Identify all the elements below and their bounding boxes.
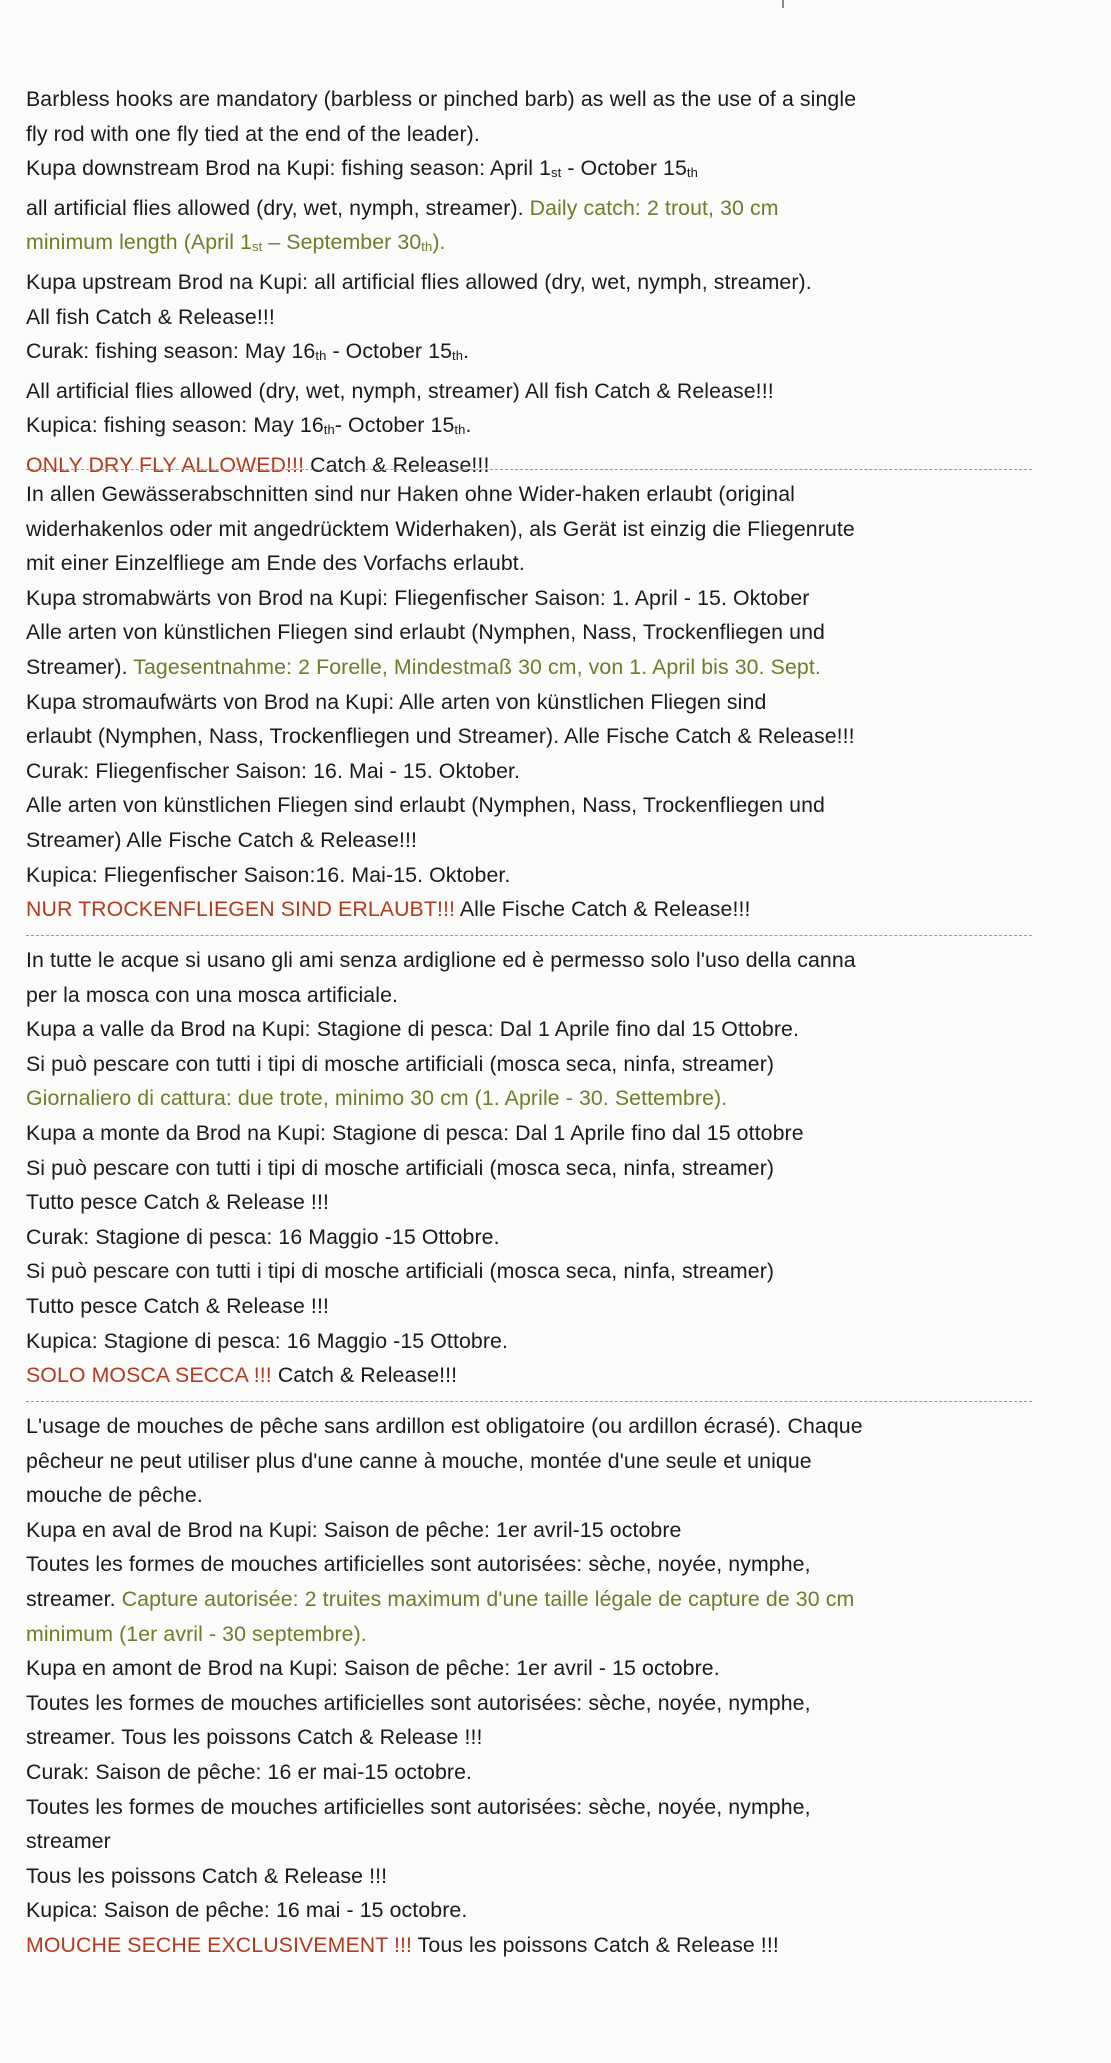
text-span: minimum length (April 1 xyxy=(26,230,252,255)
text-span: streamer. xyxy=(26,1586,122,1611)
text-line: erlaubt (Nymphen, Nass, Trockenfliegen und Streamer). Alle Fische Catch & Release!!! xyxy=(26,724,855,749)
ordinal-suffix: th xyxy=(421,239,433,255)
text-span: Catch & Release!!! xyxy=(310,452,490,477)
text-line: Tutto pesce Catch & Release !!! xyxy=(26,1190,329,1215)
text-line xyxy=(26,1928,1032,1963)
text-line: Toutes les formes de mouches artificielles sont autorisées: sèche, noyée, nymphe, xyxy=(26,1690,811,1715)
text-line: Tous les poissons Catch & Release !!! xyxy=(26,1863,388,1888)
text-line: pêcheur ne peut utiliser plus d'une canne à mouche, montée d'une seule et unique xyxy=(26,1448,812,1473)
scan-mark xyxy=(782,0,784,8)
daily-catch-note xyxy=(26,225,1032,265)
text-line: streamer xyxy=(26,1829,111,1854)
french-section xyxy=(26,1409,1032,1963)
text-line xyxy=(26,892,1032,927)
text-line: mouche de pêche. xyxy=(26,1483,203,1508)
ordinal-suffix: th xyxy=(454,422,466,438)
text-line xyxy=(26,1358,1032,1393)
text-span: – September 30 xyxy=(262,230,422,255)
ordinal-suffix: th xyxy=(323,422,335,438)
text-line: Si può pescare con tutti i tipi di mosche artificiali (mosca seca, ninfa, streamer) xyxy=(26,1155,775,1180)
text-line: Kupica: Stagione di pesca: 16 Maggio -15 Ottobre. xyxy=(26,1328,509,1353)
text-line: Tutto pesce Catch & Release !!! xyxy=(26,1293,329,1318)
text-line: All fish Catch & Release!!! xyxy=(26,304,275,329)
text-line: Kupa stromaufwärts von Brod na Kupi: Alle arten von künstlichen Fliegen sind xyxy=(26,689,767,714)
section-divider xyxy=(26,1401,1032,1402)
ordinal-suffix: th xyxy=(452,348,464,364)
text-line: Kupa a valle da Brod na Kupi: Stagione di pesca: Dal 1 Aprile fino dal 15 Ottobre. xyxy=(26,1017,800,1042)
daily-catch-note: Capture autorisée: 2 truites maximum d'une taille légale de capture de 30 cm xyxy=(121,1586,855,1611)
dry-fly-only-notice: ONLY DRY FLY ALLOWED!!! xyxy=(26,452,311,477)
text-line xyxy=(26,151,1032,191)
text-line: Curak: Fliegenfischer Saison: 16. Mai - 15. Oktober. xyxy=(26,758,521,783)
text-span: - October 15 xyxy=(326,339,453,364)
english-section xyxy=(26,82,1032,483)
text-line: Toutes les formes de mouches artificielles sont autorisées: sèche, noyée, nymphe, xyxy=(26,1552,811,1577)
text-span: Kupica: fishing season: May 16 xyxy=(26,413,324,438)
text-span: ). xyxy=(432,230,446,255)
text-line xyxy=(26,191,1032,226)
text-line: Kupica: Fliegenfischer Saison:16. Mai-15. Oktober. xyxy=(26,862,511,887)
dry-fly-only-notice: SOLO MOSCA SECCA !!! xyxy=(26,1363,278,1388)
italian-section xyxy=(26,943,1032,1393)
german-section xyxy=(26,477,1032,927)
ordinal-suffix: th xyxy=(686,165,698,181)
text-span: Streamer). xyxy=(26,654,134,679)
text-line: per la mosca con una mosca artificiale. xyxy=(26,982,399,1007)
text-line: mit einer Einzelfliege am Ende des Vorfachs erlaubt. xyxy=(26,551,525,576)
text-line: All artificial flies allowed (dry, wet, nymph, streamer) All fish Catch & Release!!! xyxy=(26,378,774,403)
text-line: widerhakenlos oder mit angedrücktem Widerhaken), als Gerät ist einzig die Fliegenrute xyxy=(26,516,855,541)
ordinal-suffix: st xyxy=(252,239,263,255)
text-line: Si può pescare con tutti i tipi di mosche artificiali (mosca seca, ninfa, streamer) xyxy=(26,1051,775,1076)
text-line: Curak: Saison de pêche: 16 er mai-15 octobre. xyxy=(26,1759,473,1784)
text-line: Barbless hooks are mandatory (barbless or pinched barb) as well as the use of a single xyxy=(26,87,857,111)
daily-catch-note: Tagesentnahme: 2 Forelle, Mindestmaß 30 cm, von 1. April bis 30. Sept. xyxy=(133,654,821,679)
dry-fly-only-notice: NUR TROCKENFLIEGEN SIND ERLAUBT!!! xyxy=(26,897,460,922)
text-span: . xyxy=(463,339,470,364)
text-span: Tous les poissons Catch & Release !!! xyxy=(417,1932,779,1957)
text-line: Kupica: Saison de pêche: 16 mai - 15 octobre. xyxy=(26,1898,468,1923)
text-line: fly rod with one fly tied at the end of the leader). xyxy=(26,121,480,146)
text-span: Curak: fishing season: May 16 xyxy=(26,339,316,364)
text-line: Streamer) Alle Fische Catch & Release!!! xyxy=(26,827,418,852)
text-line xyxy=(26,650,1032,685)
text-line xyxy=(26,334,1032,374)
text-span: - October 15 xyxy=(561,156,687,181)
text-line: In allen Gewässerabschnitten sind nur Haken ohne Wider-haken erlaubt (original xyxy=(26,482,795,506)
text-line: Alle arten von künstlichen Fliegen sind erlaubt (Nymphen, Nass, Trockenfliegen und xyxy=(26,793,825,818)
text-line xyxy=(26,408,1032,448)
text-line: Kupa upstream Brod na Kupi: all artificial flies allowed (dry, wet, nymph, streamer). xyxy=(26,269,812,294)
text-span: Catch & Release!!! xyxy=(277,1363,458,1388)
text-line: Si può pescare con tutti i tipi di mosche artificiali (mosca seca, ninfa, streamer) xyxy=(26,1259,775,1284)
text-line: Kupa en amont de Brod na Kupi: Saison de pêche: 1er avril - 15 octobre. xyxy=(26,1656,720,1681)
text-line: Toutes les formes de mouches artificielles sont autorisées: sèche, noyée, nymphe, xyxy=(26,1794,811,1819)
daily-catch-note: minimum (1er avril - 30 septembre). xyxy=(26,1621,367,1646)
text-span: . xyxy=(465,413,472,438)
daily-catch-note: Giornaliero di cattura: due trote, minimo 30 cm (1. Aprile - 30. Settembre). xyxy=(26,1086,728,1111)
text-line: streamer. Tous les poissons Catch & Release !!! xyxy=(26,1725,483,1750)
text-line: Kupa stromabwärts von Brod na Kupi: Fliegenfischer Saison: 1. April - 15. Oktober xyxy=(26,585,810,610)
text-span: Alle Fische Catch & Release!!! xyxy=(459,897,751,922)
ordinal-suffix: st xyxy=(551,165,562,181)
text-span: - October 15 xyxy=(334,413,455,438)
text-line: Kupa en aval de Brod na Kupi: Saison de pêche: 1er avril-15 octobre xyxy=(26,1517,682,1542)
dry-fly-only-notice: MOUCHE SECHE EXCLUSIVEMENT !!! xyxy=(26,1932,418,1957)
text-line: Kupa a monte da Brod na Kupi: Stagione di pesca: Dal 1 Aprile fino dal 15 ottobre xyxy=(26,1120,804,1145)
text-line: In tutte le acque si usano gli ami senza ardiglione ed è permesso solo l'uso della canna xyxy=(26,948,856,972)
daily-catch-note: Daily catch: 2 trout, 30 cm xyxy=(529,195,779,220)
text-span: all artificial flies allowed (dry, wet, nymph, streamer). xyxy=(26,195,530,220)
text-line: Curak: Stagione di pesca: 16 Maggio -15 Ottobre. xyxy=(26,1224,500,1249)
text-line xyxy=(26,1582,1032,1617)
section-divider xyxy=(26,935,1032,936)
section-divider xyxy=(26,469,1032,470)
text-line: L'usage de mouches de pêche sans ardillon est obligatoire (ou ardillon écrasé). Chaque xyxy=(26,1414,863,1438)
ordinal-suffix: th xyxy=(315,348,327,364)
text-span: Kupa downstream Brod na Kupi: fishing season: April 1 xyxy=(26,156,552,181)
text-line: Alle arten von künstlichen Fliegen sind erlaubt (Nymphen, Nass, Trockenfliegen und xyxy=(26,620,825,645)
